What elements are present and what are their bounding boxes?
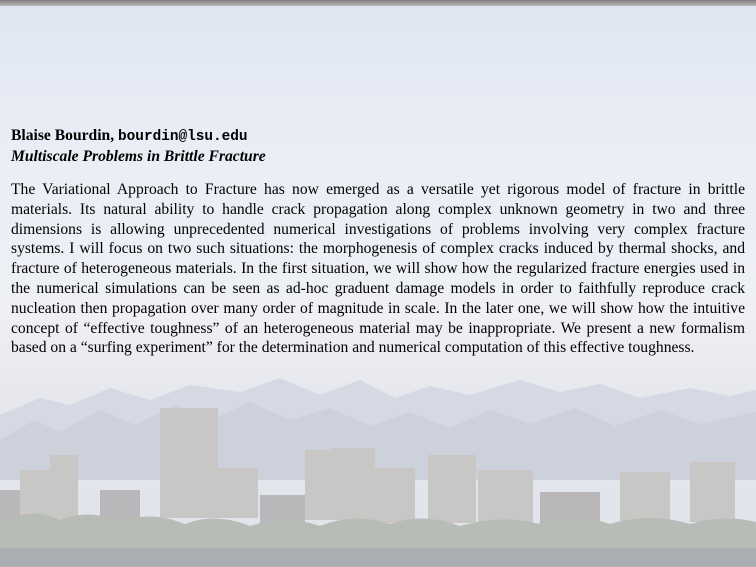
- building: [160, 408, 218, 518]
- talk-title: Multiscale Problems in Brittle Fracture: [11, 148, 266, 165]
- building: [428, 455, 476, 523]
- author-line: [11, 126, 745, 147]
- author-email: bourdin@lsu.edu: [118, 129, 248, 145]
- ground: [0, 548, 756, 567]
- building: [218, 468, 258, 518]
- building: [690, 462, 735, 522]
- building: [620, 472, 670, 522]
- building: [478, 470, 533, 525]
- abstract-block: [11, 126, 745, 358]
- author-name: Blaise Bourdin,: [11, 127, 115, 144]
- abstract-text: The Variational Approach to Fracture has now emerged as a versatile yet rigorous model of fracture in brittle materials. Its natural ability to handle crack propagation along complex unknown geometry in two and three dimensions is allowing unprecedented numerical investigations of problems involving very complex fracture systems. I will focus on two such situations: the morphogenesis of complex cracks induced by thermal shocks, and fracture of heterogeneous materials. In the first situation, we will show how the regularized fracture energies used in the numerical simulations can be seen as ad-hoc graduent damage models in order to faithfully reproduce crack nucleation then propagation over many order of magnitude in scale. In the later one, we will show how the intuitive concept of “effective toughness” of an heterogeneous material may be inappropriate. We present a new formalism based on a “surfing experiment” for the determination and numerical computation of this effective toughness.: [11, 181, 745, 357]
- building: [360, 468, 415, 523]
